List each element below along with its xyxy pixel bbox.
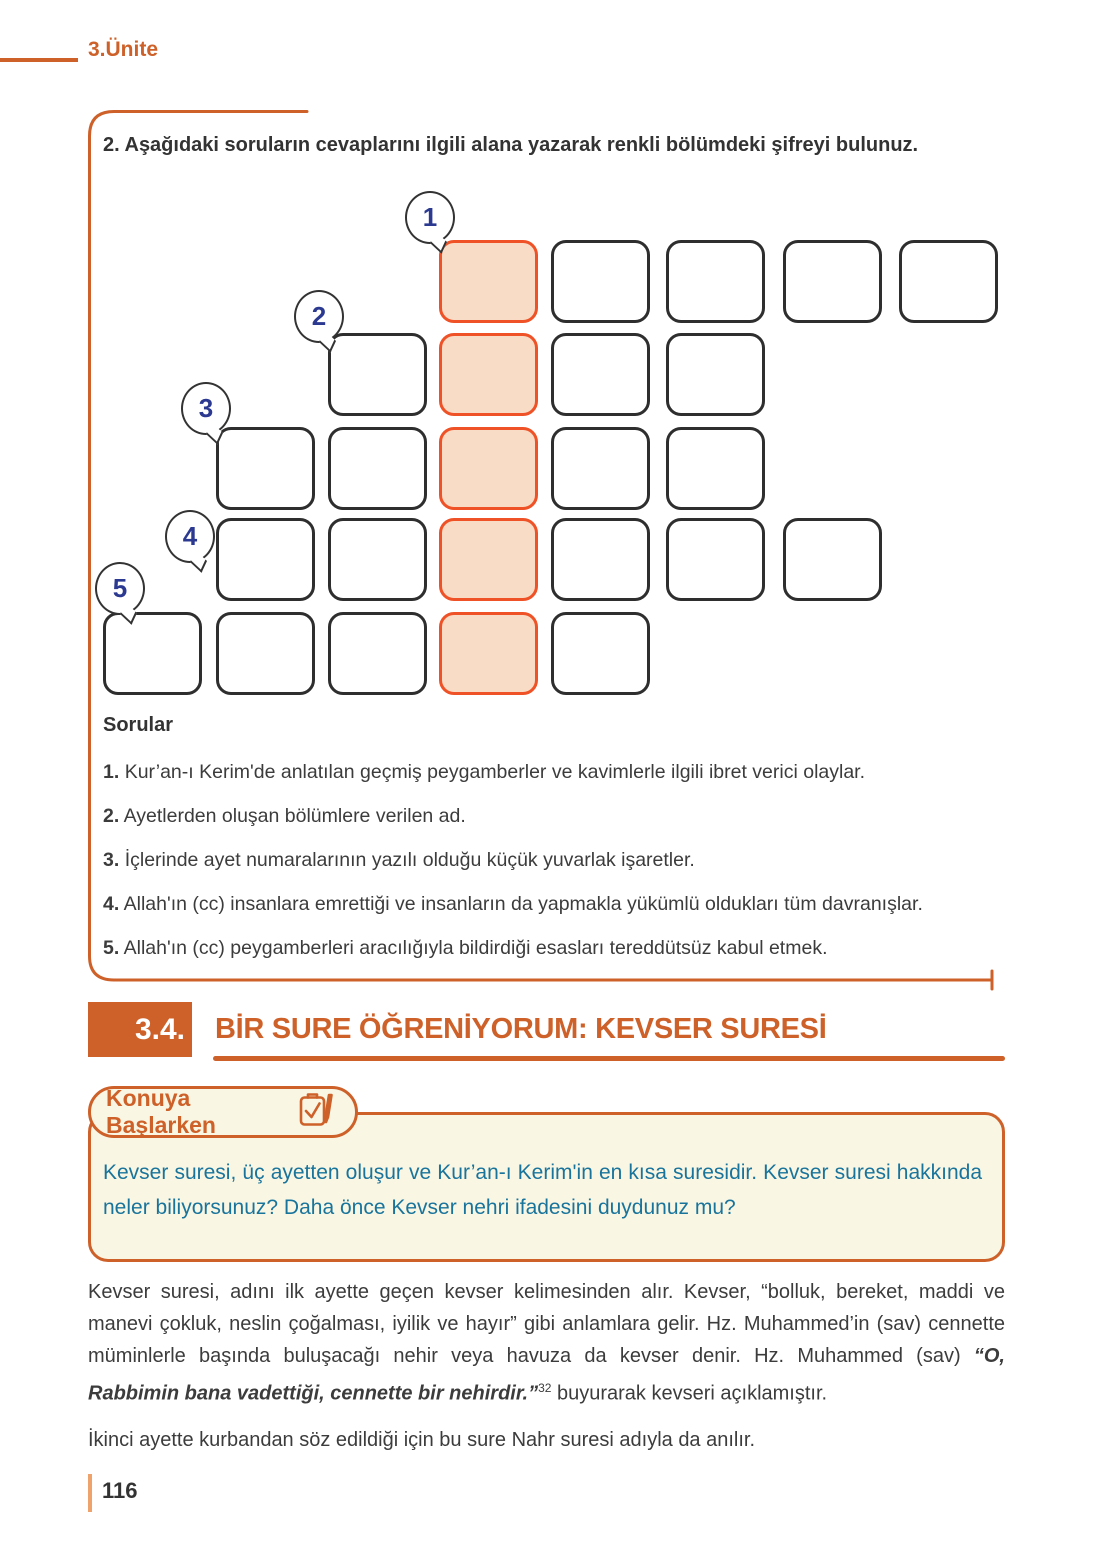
puzzle-cell[interactable] [216, 427, 315, 510]
puzzle-cell[interactable] [551, 518, 650, 601]
starter-tab-label: Konuya Başlarken [106, 1085, 216, 1138]
questions-section [103, 714, 998, 979]
starter-text: Kevser suresi, üç ayetten oluşur ve Kur’an-ı Kerim'in en kısa suresidir. Kevser suresi hakkında neler biliyorsunuz? Daha önce Kevser nehri ifadesini duydunuz mu? [103, 1161, 982, 1219]
question-number-balloon [165, 510, 215, 563]
question-number: 3. [103, 849, 120, 871]
question-item [103, 759, 998, 785]
puzzle-cell[interactable] [328, 518, 427, 601]
puzzle-cell[interactable] [666, 240, 765, 323]
question-number-balloon [181, 382, 231, 435]
puzzle-cell-highlighted[interactable] [439, 333, 538, 416]
puzzle-cell[interactable] [666, 333, 765, 416]
puzzle-cell[interactable] [551, 240, 650, 323]
body-text [88, 1276, 1005, 1456]
section-title-underline [213, 1056, 1005, 1061]
section-number-badge: 3.4. [88, 1002, 192, 1057]
unit-label: 3.Ünite [88, 38, 159, 61]
question-item [103, 803, 998, 829]
question-number-balloon [95, 562, 145, 615]
paragraph-lead: Kevser suresi, adını ilk ayette geçen kevser kelimesinden alır. Kevser, “bolluk, bereket, maddi ve manevi çokluk, neslin çoğalması, iyilik ve hayır” gibi anlamlara gelir. Hz. Muhammed’in (sav) cennette müminlerle başında buluşacağı nehir veya havuza da kevser denir. Hz. Muhammed (sav) [88, 1281, 1005, 1367]
puzzle-cell[interactable] [666, 518, 765, 601]
puzzle-cell[interactable] [783, 240, 882, 323]
puzzle-grid [88, 110, 1005, 710]
balloon-number: 2 [311, 301, 327, 331]
puzzle-cell[interactable] [666, 427, 765, 510]
question-number: 5. [103, 937, 120, 959]
page-number: 116 [102, 1478, 138, 1503]
puzzle-cell[interactable] [103, 612, 202, 695]
puzzle-cell[interactable] [899, 240, 998, 323]
question-text: Allah'ın (cc) peygamberleri aracılığıyla bildirdiği esasları tereddütsüz kabul etmek. [123, 937, 828, 959]
question-number-balloon [405, 191, 455, 244]
footnote-ref: 32 [538, 1381, 552, 1395]
clipboard-check-pen-icon [297, 1091, 339, 1134]
puzzle-cell[interactable] [551, 612, 650, 695]
section-title: BİR SURE ÖĞRENİYORUM: KEVSER SURESİ [215, 1013, 827, 1045]
question-item [103, 891, 998, 917]
puzzle-cell-highlighted[interactable] [439, 240, 538, 323]
puzzle-cell[interactable] [783, 518, 882, 601]
question-number-balloon [294, 290, 344, 343]
question-number: 4. [103, 893, 120, 915]
unit-marker-line [0, 58, 78, 62]
activity-instruction: 2. Aşağıdaki soruların cevaplarını ilgili alana yazarak renkli bölümdeki şifreyi bulunuz. [103, 134, 919, 156]
activity-box [88, 110, 1005, 994]
balloon-number: 1 [422, 202, 438, 232]
puzzle-cell[interactable] [216, 518, 315, 601]
puzzle-cell[interactable] [551, 427, 650, 510]
puzzle-cell[interactable] [328, 612, 427, 695]
question-item [103, 935, 998, 961]
paragraph-tail: buyurarak kevseri açıklamıştır. [551, 1382, 828, 1405]
starter-tab [88, 1086, 358, 1138]
balloon-number: 4 [182, 521, 198, 551]
question-text: İçlerinde ayet numaralarının yazılı olduğu küçük yuvarlak işaretler. [124, 849, 695, 871]
body-paragraph: İkinci ayette kurbandan söz edildiği için bu sure Nahr suresi adıyla da anılır. [88, 1428, 756, 1451]
page-number-bar [88, 1474, 92, 1512]
puzzle-cell-highlighted[interactable] [439, 427, 538, 510]
puzzle-cell[interactable] [551, 333, 650, 416]
puzzle-cell[interactable] [328, 427, 427, 510]
question-text: Kur’an-ı Kerim'de anlatılan geçmiş peygamberler ve kavimlerle ilgili ibret verici olaylar. [124, 761, 866, 783]
body-paragraph [88, 1276, 1005, 1410]
balloon-number: 5 [112, 573, 128, 603]
puzzle-cell-highlighted[interactable] [439, 612, 538, 695]
questions-title: Sorular [103, 714, 174, 736]
puzzle-cell-highlighted[interactable] [439, 518, 538, 601]
question-text: Allah'ın (cc) insanlara emrettiği ve insanların da yapmakla yükümlü oldukları tüm davranışlar. [123, 893, 923, 915]
question-number: 2. [103, 805, 120, 827]
question-text: Ayetlerden oluşan bölümlere verilen ad. [123, 805, 466, 827]
puzzle-cell[interactable] [216, 612, 315, 695]
question-item [103, 847, 998, 873]
hadith-quote: “O, Rabbimin bana vadettiği, cennette bir nehirdir.” [88, 1345, 1005, 1405]
balloon-number: 3 [198, 393, 214, 423]
puzzle-cell[interactable] [328, 333, 427, 416]
question-number: 1. [103, 761, 120, 783]
